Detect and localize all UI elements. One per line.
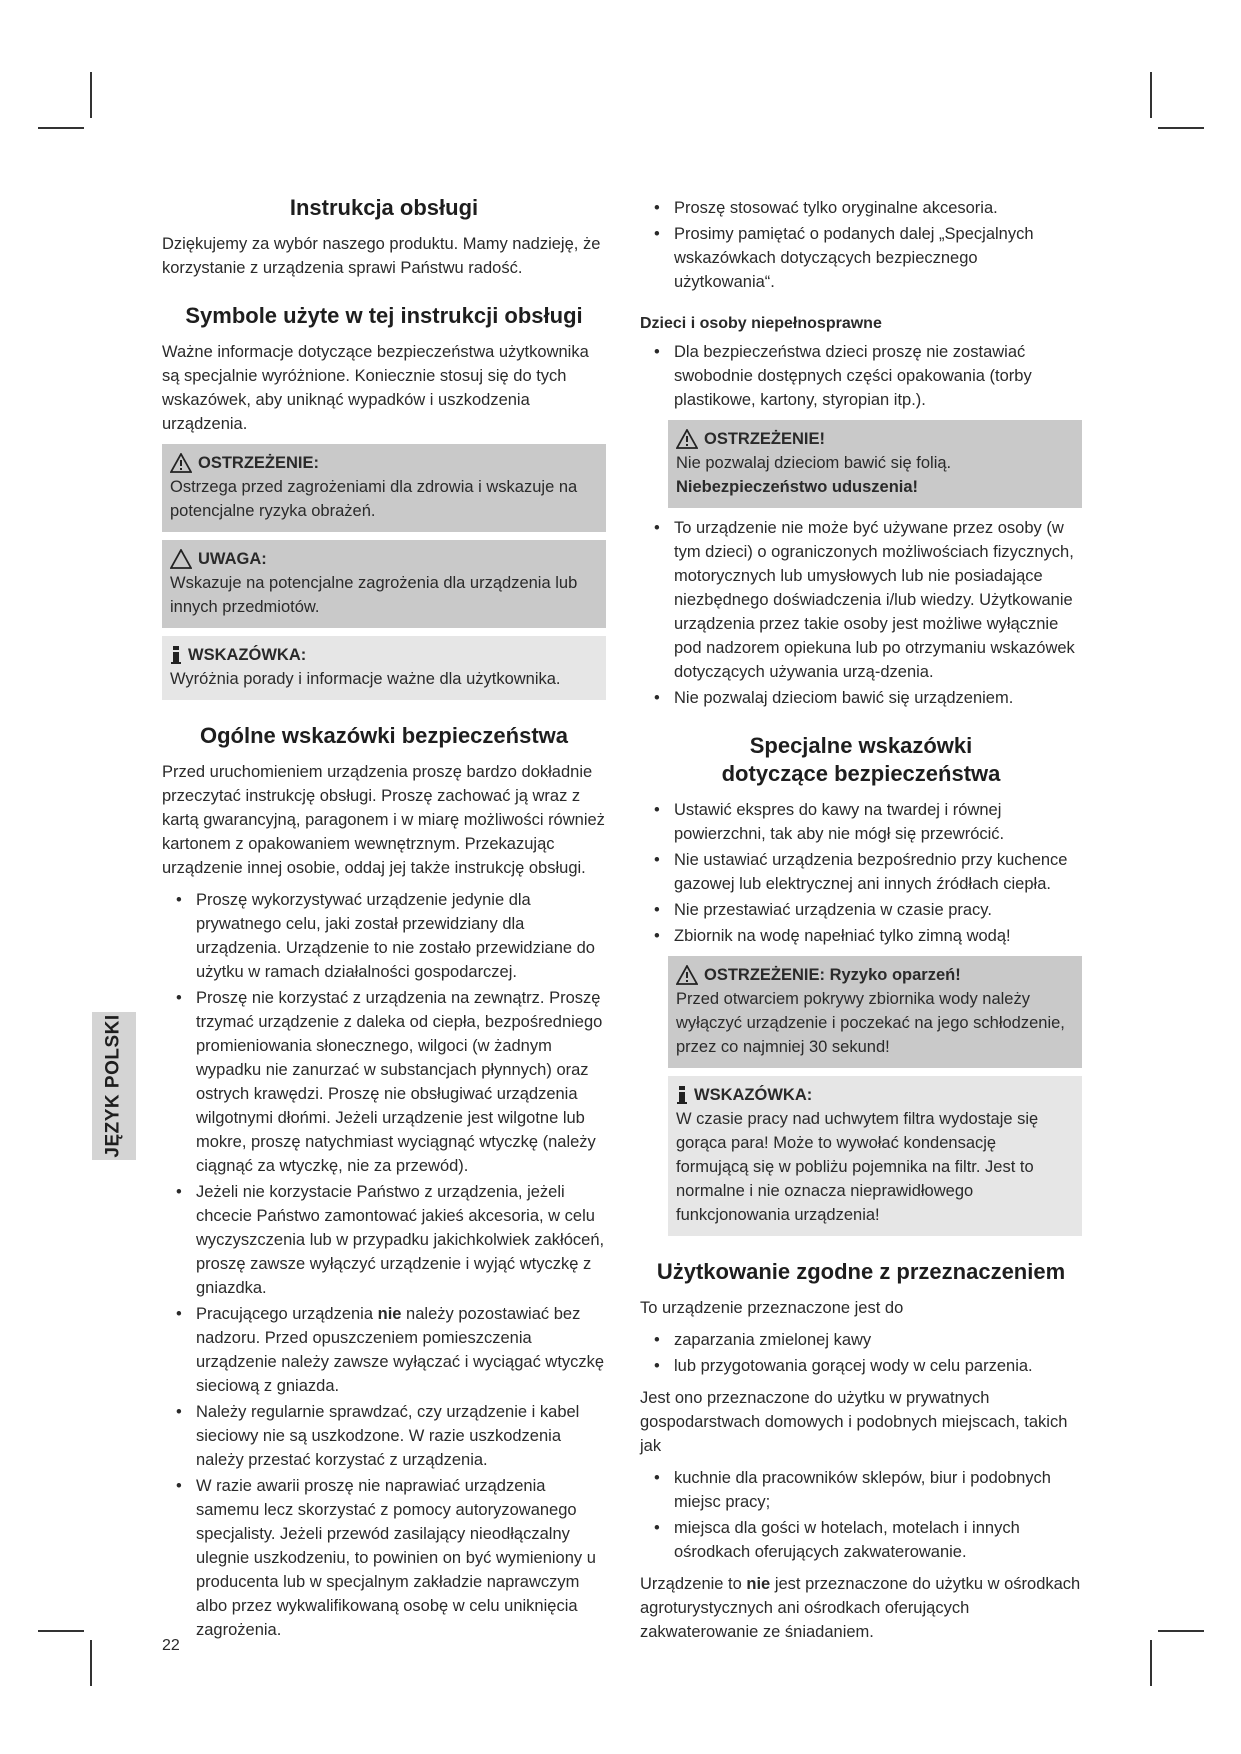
note-box-head: WSKAZÓWKA:: [694, 1086, 813, 1104]
top-list: [640, 196, 1082, 294]
list-item: • Proszę stosować tylko oryginalne akcesoria.: [654, 199, 998, 217]
children-box-head: OSTRZEŻENIE!: [704, 430, 826, 448]
use-text: To urządzenie przeznaczone jest do: [640, 1299, 904, 1317]
note-box: [162, 636, 606, 700]
list-item: • Proszę nie korzystać z urządzenia na zewnątrz. Proszę trzymać urządzenie z daleka od ciepła, bezpośredniego promieniowania słonecznego, wilgoci (w żadnym wypadku nie zanurzać w substancjach płynnych) oraz ostrych krawędzi. Proszę nie obsługiwać urządzenia wilgotnymi dłońmi. Jeżeli urządzenie jest wilgotne lub mokre, proszę natychmiast wyciągnąć wtyczkę (należy ciągnąć za wtyczkę, nie za przewód).: [176, 989, 603, 1175]
crop-mark: [38, 127, 84, 129]
list-item: • Pracującego urządzenia nie należy pozostawiać bez nadzoru. Przed opuszczeniem pomieszczenia urządzenie należy zawsze wyłączać i wyciągać wtyczkę sieciową z gniazda.: [176, 1305, 605, 1395]
general-text: Przed uruchomieniem urządzenia proszę bardzo dokładnie przeczytać instrukcję obsługi. Proszę zachować ją wraz z kartą gwarancyjną, paragonem i w miarę możliwości również kartonem z opakowaniem wewnętrznym. Przekazując urządzenie innej osobie, oddaj jej także instrukcję obsługi.: [162, 763, 605, 877]
burn-box-head: OSTRZEŻENIE: Ryzyko oparzeń!: [704, 966, 961, 984]
crop-mark: [90, 72, 92, 118]
list-item: • To urządzenie nie może być używane przez osoby (w tym dzieci) o ograniczonych możliwościach fizycznych, motorycznych lub umysłowych lub nie posiadające niezbędnego doświadczenia i/lub wiedzy. Użytkowanie urządzenia przez takie osoby jest możliwe wyłącznie pod nadzorem opiekuna lub po otrzymaniu wskazówek dotyczących używania urzą-dzenia.: [654, 519, 1075, 681]
list-item: • W razie awarii proszę nie naprawiać urządzenia samemu lecz skorzystać z pomocy autoryzowanego specjalisty. Jeżeli przewód zasilający nieodłączalny ulegnie uszkodzeniu, to powinien on być wymieniony u producenta lub w specjalnym zakładzie naprawczym albo przez wykwalifikowaną osobę w celu uniknięcia zagrożenia.: [176, 1477, 596, 1639]
list-item: • Jeżeli nie korzystacie Państwo z urządzenia, jeżeli chcecie Państwo zamontować jakieś akcesoria, w celu wyczyszczenia lub w przypadku jakichkolwiek zakłóceń, proszę zawsze wyłączyć urządzenie i wyjąć wtyczkę z gniazdka.: [176, 1183, 605, 1297]
language-label: JĘZYK POLSKI: [103, 1014, 124, 1158]
warning-box-head: OSTRZEŻENIE:: [198, 454, 320, 472]
list-item: • Dla bezpieczeństwa dzieci proszę nie zostawiać swobodnie dostępnych części opakowania (torby plastikowe, kartony, styropian itp.).: [654, 343, 1032, 409]
use-list-2: [640, 1466, 1082, 1564]
crop-mark: [1150, 72, 1152, 118]
general-list: [162, 888, 606, 1642]
note-box-body: W czasie pracy nad uchwytem filtra wydostaje się gorąca para! Może to wywołać kondensację formującą się w pobliżu pojemnika na filtr. Jest to normalne i nie oznacza nieprawidłowego funkcjonowania urządzenia!: [676, 1110, 1039, 1224]
crop-mark: [1158, 127, 1204, 129]
caution-box-head: UWAGA:: [198, 550, 267, 568]
note-box-head: WSKAZÓWKA:: [188, 646, 307, 664]
symbols-title: Symbole użyte w tej instrukcji obsługi: [185, 303, 583, 328]
info-icon: [676, 1085, 688, 1105]
caution-triangle-icon: [170, 549, 192, 569]
intro-text: Dziękujemy za wybór naszego produktu. Mamy nadzieję, że korzystanie z urządzenia sprawi Państwu radość.: [162, 235, 601, 277]
steam-note-box: [668, 1076, 1082, 1236]
use-text-3: Urządzenie to nie jest przeznaczone do użytku w ośrodkach agroturystycznych ani ośrodkach oferujących zakwaterowanie ze śniadaniem.: [640, 1575, 1081, 1641]
page-number: 22: [162, 1637, 180, 1654]
children-list-2: [640, 516, 1082, 710]
left-column: [162, 194, 606, 1650]
children-warning-box: [668, 420, 1082, 508]
crop-mark: [90, 1640, 92, 1686]
crop-mark: [1150, 1640, 1152, 1686]
warning-triangle-icon: [676, 965, 698, 985]
use-list: [640, 1328, 1082, 1378]
list-item: • lub przygotowania gorącej wody w celu parzenia.: [654, 1357, 1033, 1375]
symbols-text: Ważne informacje dotyczące bezpieczeństwa użytkownika są specjalnie wyróżnione. Koniecznie stosuj się do tych wskazówek, aby uniknąć wypadków i uszkodzenia urządzenia.: [162, 343, 589, 433]
warning-box: [162, 444, 606, 532]
warning-triangle-icon: [170, 453, 192, 473]
burn-box-body: Przed otwarciem pokrywy zbiornika wody należy wyłączyć urządzenie i poczekać na jego schłodzenie, przez co najmniej 30 sekund!: [676, 990, 1065, 1056]
warning-triangle-icon: [676, 429, 698, 449]
list-item: • zaparzania zmielonej kawy: [654, 1331, 872, 1349]
list-item: • Proszę wykorzystywać urządzenie jedynie dla prywatnego celu, jaki został przewidziany dla urządzenia. Urządzenie to nie zostało przewidziane do użytku w ramach działalności gospodarczej.: [176, 891, 595, 981]
crop-mark: [1158, 1630, 1204, 1632]
children-heading: Dzieci i osoby niepełnosprawne: [640, 315, 882, 332]
list-item: • Zbiornik na wodę napełniać tylko zimną wodą!: [654, 927, 1011, 945]
note-box-body: Wyróżnia porady i informacje ważne dla użytkownika.: [170, 670, 561, 688]
crop-mark: [38, 1630, 84, 1632]
children-box-body: Nie pozwalaj dzieciom bawić się folią. Niebezpieczeństwo uduszenia!: [676, 454, 952, 496]
use-text-2: Jest ono przeznaczone do użytku w prywatnych gospodarstwach domowych i podobnych miejscach, takich jak: [640, 1389, 1068, 1455]
list-item: • Prosimy pamiętać o podanych dalej „Specjalnych wskazówkach dotyczących bezpiecznego użytkowania“.: [654, 225, 1034, 291]
list-item: • miejsca dla gości w hotelach, motelach i innych ośrodkach oferujących zakwaterowanie.: [654, 1519, 1020, 1561]
list-item: • Należy regularnie sprawdzać, czy urządzenie i kabel sieciowy nie są uszkodzone. W razie uszkodzenia należy przestać korzystać z urządzenia.: [176, 1403, 580, 1469]
caution-box: [162, 540, 606, 628]
list-item: • Nie pozwalaj dzieciom bawić się urządzeniem.: [654, 689, 1014, 707]
list-item: • Nie przestawiać urządzenia w czasie pracy.: [654, 901, 992, 919]
children-list: [640, 340, 1082, 412]
intro-title: Instrukcja obsługi: [289, 195, 479, 220]
special-title: Specjalne wskazówki dotyczące bezpieczeństwa: [721, 733, 1001, 786]
list-item: • kuchnie dla pracowników sklepów, biur i podobnych miejsc pracy;: [654, 1469, 1051, 1511]
special-list: [640, 798, 1082, 948]
list-item: • Ustawić ekspres do kawy na twardej i równej powierzchni, tak aby nie mógł się przewrócić.: [654, 801, 1005, 843]
warning-box-body: Ostrzega przed zagrożeniami dla zdrowia i wskazuje na potencjalne ryzyka obrażeń.: [170, 478, 578, 520]
caution-box-body: Wskazuje na potencjalne zagrożenia dla urządzenia lub innych przedmiotów.: [170, 574, 578, 616]
use-title: Użytkowanie zgodne z przeznaczeniem: [656, 1259, 1066, 1284]
list-item: • Nie ustawiać urządzenia bezpośrednio przy kuchence gazowej lub elektrycznej ani innych źródłach ciepła.: [654, 851, 1068, 893]
burn-warning-box: [668, 956, 1082, 1068]
general-title: Ogólne wskazówki bezpieczeństwa: [200, 723, 568, 748]
info-icon: [170, 645, 182, 665]
right-column: [640, 196, 1082, 1652]
language-side-tab: [92, 1012, 136, 1160]
